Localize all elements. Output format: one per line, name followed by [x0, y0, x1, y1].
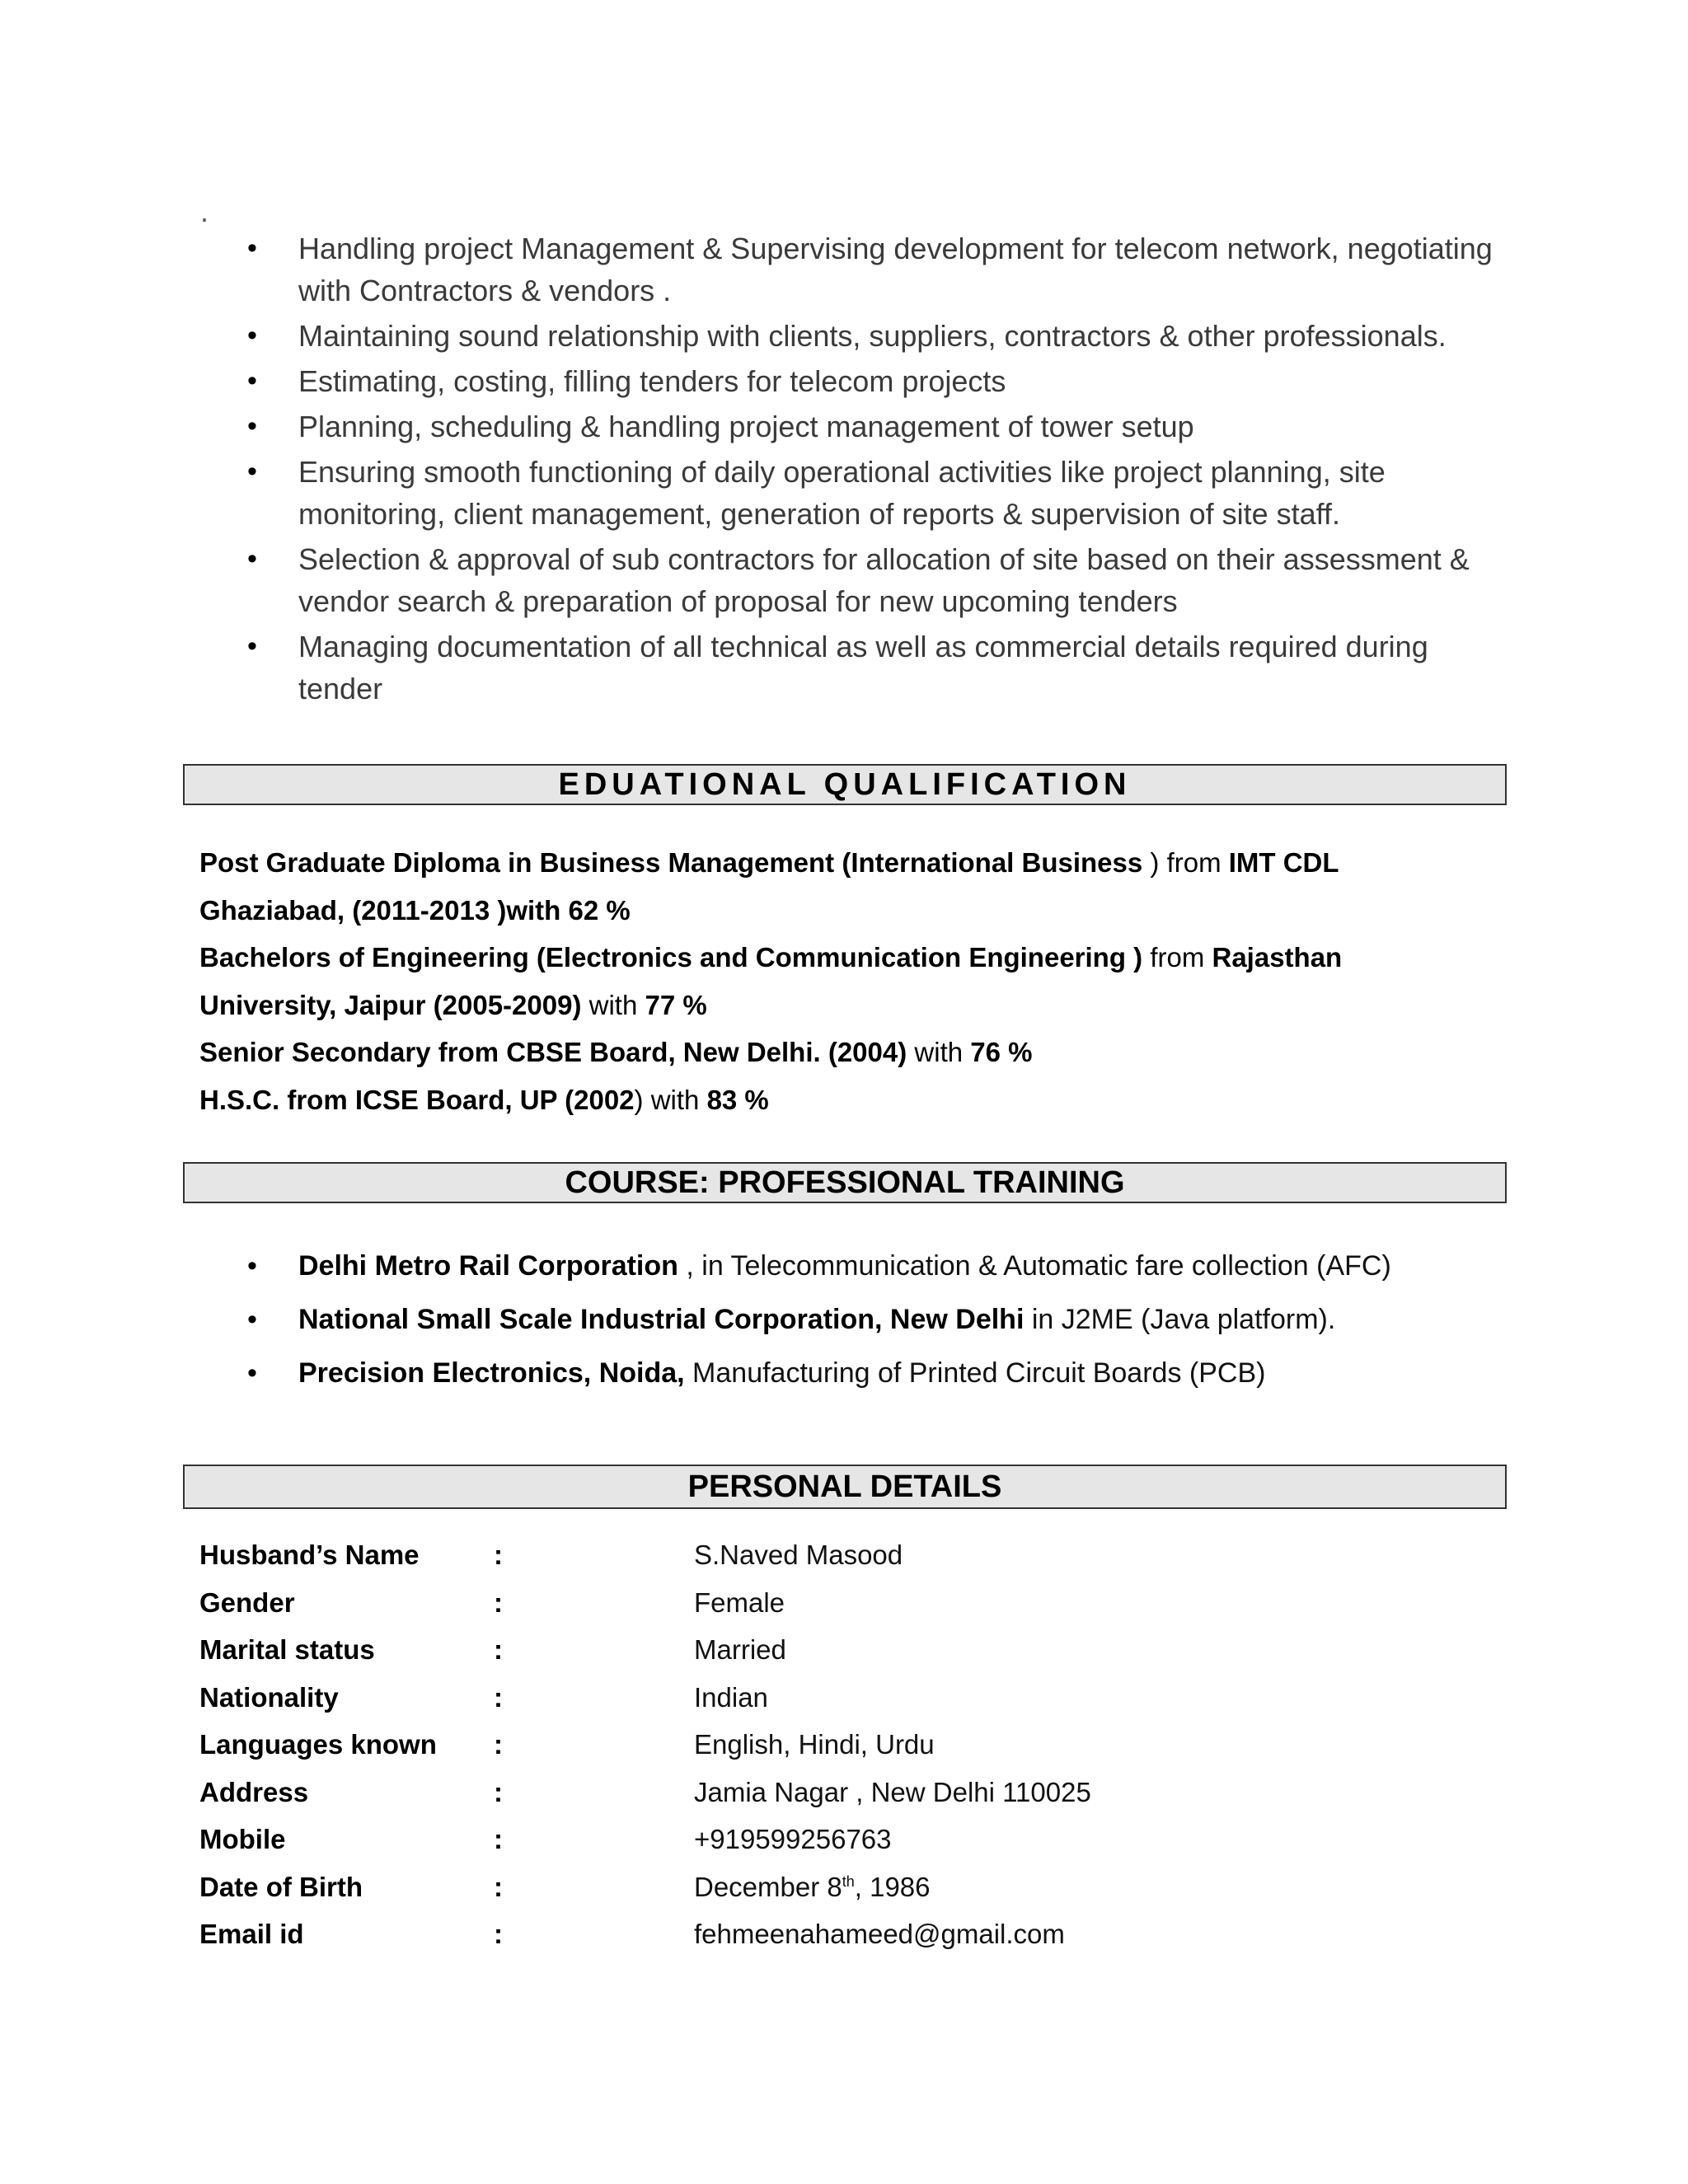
list-item: • Planning, scheduling & handling project management of tower setup	[247, 405, 1500, 448]
hsc-line: H.S.C. from ICSE Board, UP (2002) with 83 %	[199, 1084, 769, 1115]
pg-line-2: Ghaziabad, (2011-2013 )with 62 %	[199, 894, 631, 926]
personal-row	[199, 1674, 1436, 1721]
personal-value: Indian	[694, 1681, 768, 1713]
ss-line: Senior Secondary from CBSE Board, New Delhi. (2004) with 76 %	[199, 1037, 1033, 1067]
list-item: • Estimating, costing, filling tenders for telecom projects	[247, 360, 1500, 402]
personal-heading: PERSONAL DETAILS	[183, 1465, 1507, 1509]
personal-label: Address	[199, 1776, 309, 1807]
training-heading: COURSE: PROFESSIONAL TRAINING	[183, 1162, 1507, 1203]
personal-label: Languages known	[199, 1729, 437, 1760]
be-line-2: University, Jaipur (2005-2009) with 77 %	[199, 989, 707, 1020]
personal-label: Marital status	[199, 1634, 375, 1665]
list-item: • Managing documentation of all technical as well as commercial details required during tender	[247, 626, 1500, 710]
personal-row	[199, 1769, 1436, 1816]
personal-value: Married	[694, 1634, 786, 1665]
list-item: • Handling project Management & Supervising development for telecom network, negotiating with Contractors & vendors .	[247, 227, 1500, 312]
personal-label: Nationality	[199, 1681, 339, 1713]
personal-value: +919599256763	[694, 1824, 892, 1854]
list-item: • Delhi Metro Rail Corporation , in Telecommunication & Automatic fare collection (AFC)	[247, 1240, 1484, 1293]
colon: :	[494, 1776, 503, 1807]
list-item: • Selection & approval of sub contractors for allocation of site based on their assessment & vendor search & preparation of proposal for new upcoming tenders	[247, 538, 1500, 622]
personal-value: S.Naved Masood	[694, 1540, 903, 1570]
personal-row	[199, 1863, 1436, 1910]
education-heading: EDUATIONAL QUALIFICATION	[183, 764, 1507, 805]
list-item: • Ensuring smooth functioning of daily operational activities like project planning, site monitoring, client management, generation of reports & supervision of site staff.	[247, 451, 1500, 535]
personal-label: Date of Birth	[199, 1871, 363, 1902]
personal-row	[199, 1910, 1436, 1957]
colon: :	[494, 1681, 503, 1713]
colon: :	[494, 1871, 503, 1902]
be-line-1: Bachelors of Engineering (Electronics and Communication Engineering ) from Rajasthan	[199, 942, 1343, 972]
leading-dot: .	[200, 194, 209, 228]
colon: :	[494, 1540, 503, 1570]
personal-row	[199, 1626, 1436, 1673]
personal-value: English, Hindi, Urdu	[694, 1729, 935, 1760]
personal-label: Husband’s Name	[199, 1540, 420, 1570]
colon: :	[494, 1634, 503, 1665]
colon: :	[494, 1919, 503, 1949]
personal-label: Gender	[199, 1586, 295, 1618]
list-item: • Precision Electronics, Noida, Manufacturing of Printed Circuit Boards (PCB)	[247, 1347, 1484, 1400]
personal-row	[199, 1816, 1436, 1863]
pg-line-1: Post Graduate Diploma in Business Management (International Business ) from IMT CDL	[199, 847, 1339, 878]
personal-row	[199, 1579, 1436, 1626]
personal-value: December 8th, 1986	[694, 1871, 931, 1902]
colon: :	[494, 1824, 503, 1854]
colon: :	[494, 1729, 503, 1760]
list-item: • Maintaining sound relationship with clients, suppliers, contractors & other professionals.	[247, 315, 1500, 357]
responsibilities-list	[247, 227, 1500, 713]
education-section	[199, 839, 1436, 1123]
colon: :	[494, 1586, 503, 1618]
personal-value: fehmeenahameed@gmail.com	[694, 1919, 1065, 1949]
personal-row	[199, 1531, 1436, 1578]
personal-value: Female	[694, 1586, 785, 1618]
personal-value: Jamia Nagar , New Delhi 110025	[694, 1776, 1091, 1807]
list-item: • National Small Scale Industrial Corporation, New Delhi in J2ME (Java platform).	[247, 1293, 1484, 1347]
training-list	[247, 1240, 1484, 1400]
personal-label: Mobile	[199, 1824, 286, 1854]
personal-row	[199, 1721, 1436, 1768]
personal-label: Email id	[199, 1919, 304, 1949]
